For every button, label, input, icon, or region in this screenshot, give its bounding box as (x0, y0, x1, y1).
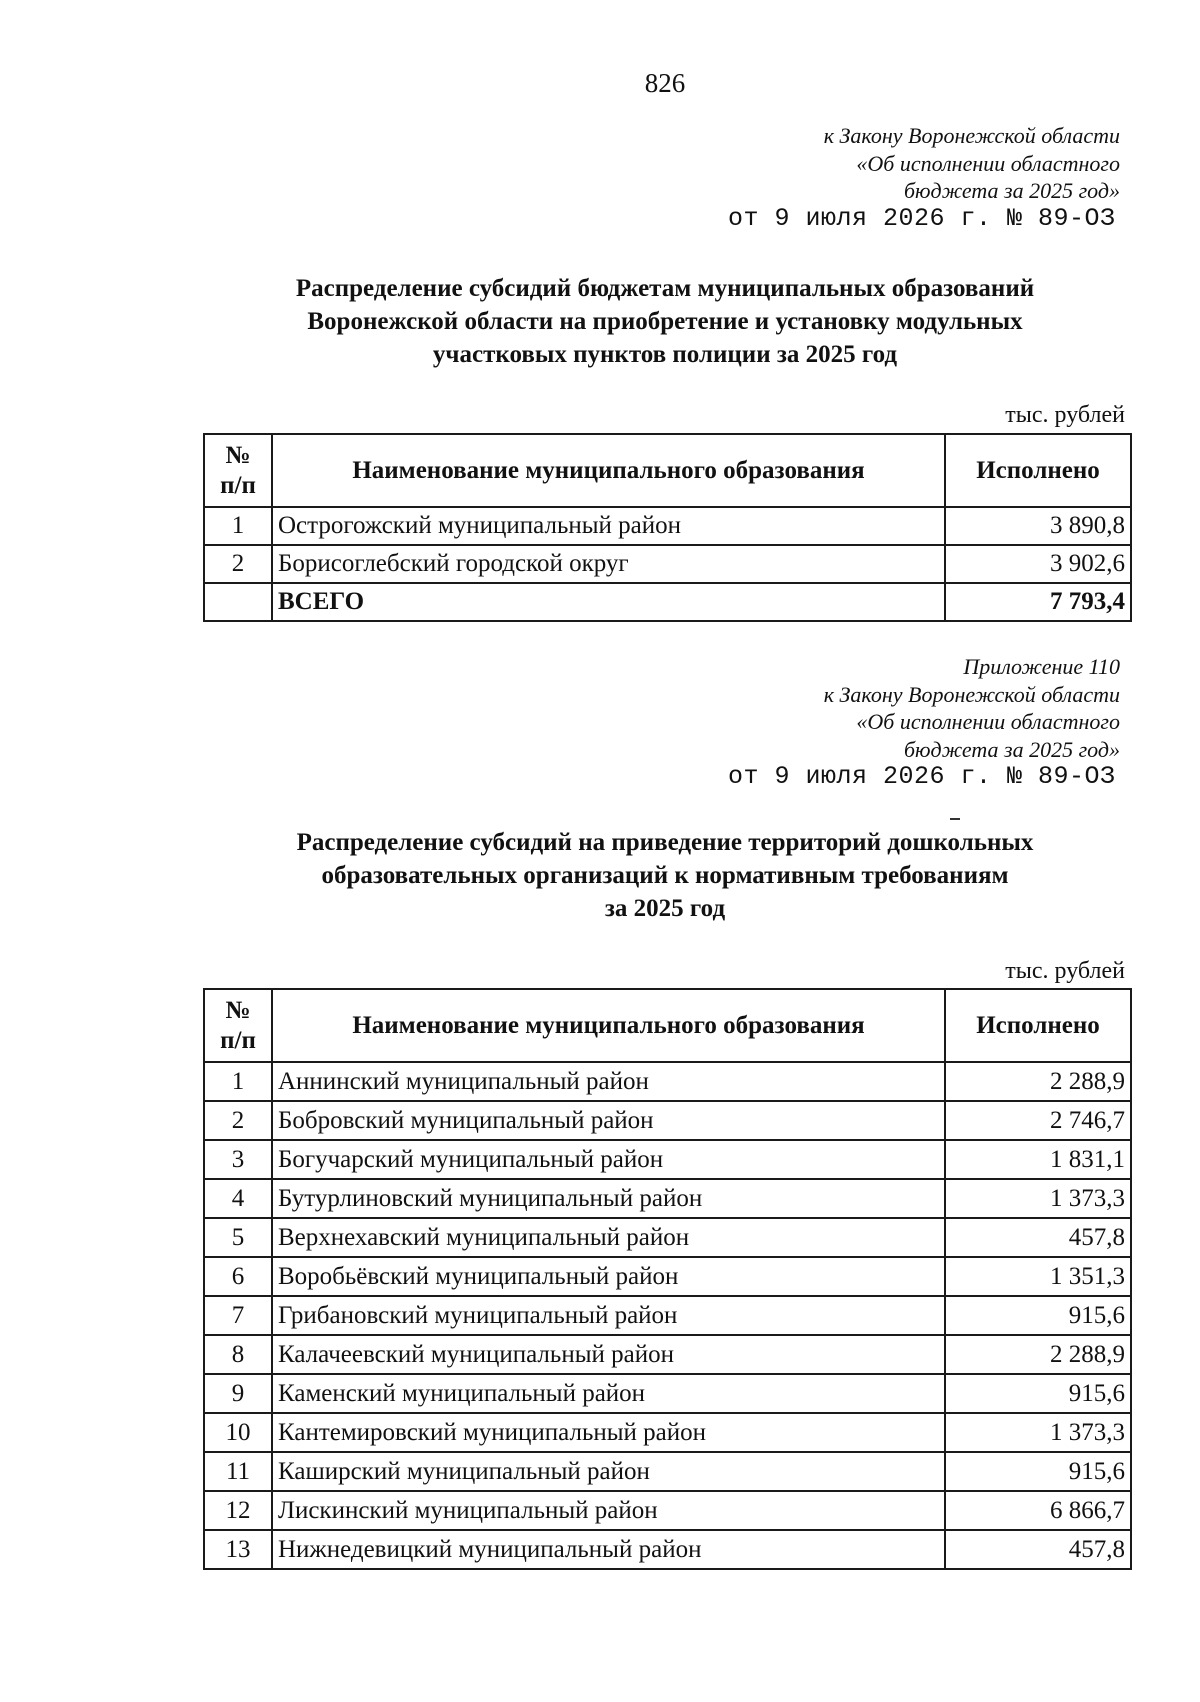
row-number: 7 (204, 1296, 272, 1335)
row-name: Бутурлиновский муниципальный район (272, 1179, 945, 1218)
appendix-label: Приложение 110 (963, 654, 1120, 679)
row-value: 1 351,3 (945, 1257, 1131, 1296)
table-row (204, 1140, 1131, 1179)
table-row (204, 1062, 1131, 1101)
title-line: за 2025 год (604, 895, 726, 922)
row-name: Богучарский муниципальный район (272, 1140, 945, 1179)
section-title-1 (200, 272, 1130, 371)
title-line: Распределение субсидий бюджетам муниципальных образований (295, 275, 1035, 302)
row-number: 9 (204, 1374, 272, 1413)
section-title-2 (200, 826, 1130, 925)
table-row (204, 1452, 1131, 1491)
row-number: 10 (204, 1413, 272, 1452)
title-line: Распределение субсидий на приведение территорий дошкольных (296, 829, 1034, 856)
registration-stamp-2: от 9 июля 2026 г. № 89-ОЗ (728, 762, 1116, 791)
row-number: 8 (204, 1335, 272, 1374)
row-name: Каширский муниципальный район (272, 1452, 945, 1491)
row-name: Бобровский муниципальный район (272, 1101, 945, 1140)
row-value: 6 866,7 (945, 1491, 1131, 1530)
title-line: участковых пунктов полиции за 2025 год (432, 341, 898, 368)
row-name: Воробьёвский муниципальный район (272, 1257, 945, 1296)
row-value: 915,6 (945, 1296, 1131, 1335)
table-row (204, 1530, 1131, 1569)
row-value: 1 373,3 (945, 1179, 1131, 1218)
row-value: 1 373,3 (945, 1413, 1131, 1452)
header-value: Исполнено (945, 989, 1131, 1062)
row-number: 3 (204, 1140, 272, 1179)
units-label-1: тыс. рублей (1005, 402, 1125, 428)
table-row (204, 1101, 1131, 1140)
row-value: 2 288,9 (945, 1335, 1131, 1374)
table-header-row (204, 434, 1131, 507)
table-row (204, 1374, 1131, 1413)
total-number (204, 583, 272, 621)
row-number: 1 (204, 507, 272, 545)
law-reference-line: «Об исполнении областного (856, 709, 1120, 734)
units-label-2: тыс. рублей (1005, 958, 1125, 984)
total-value: 7 793,4 (945, 583, 1131, 621)
table-header-row (204, 989, 1131, 1062)
row-name: Острогожский муниципальный район (272, 507, 945, 545)
law-reference-line: к Закону Воронежской области (823, 681, 1120, 707)
row-number: 13 (204, 1530, 272, 1569)
page-number: 826 (644, 68, 686, 98)
law-reference-line: к Закону Воронежской области (823, 123, 1120, 148)
row-number: 12 (204, 1491, 272, 1530)
table-row (204, 1335, 1131, 1374)
table-row (204, 1296, 1131, 1335)
row-name: Грибановский муниципальный район (272, 1296, 945, 1335)
law-reference-2 (824, 653, 1120, 763)
row-value: 3 890,8 (945, 507, 1131, 545)
total-row (204, 583, 1131, 621)
scan-mark (950, 818, 960, 820)
row-value: 457,8 (945, 1530, 1131, 1569)
row-name: Борисоглебский городской округ (272, 545, 945, 583)
law-reference-line: бюджета за 2025 год» (903, 736, 1120, 762)
title-line: образовательных организаций к нормативным требованиям (321, 862, 1009, 889)
row-number: 6 (204, 1257, 272, 1296)
table-row (204, 507, 1131, 545)
row-value: 915,6 (945, 1374, 1131, 1413)
header-number: № п/п (204, 989, 272, 1062)
row-name: Нижнедевицкий муниципальный район (272, 1530, 945, 1569)
row-name: Кантемировский муниципальный район (272, 1413, 945, 1452)
table-row (204, 1257, 1131, 1296)
table-row (204, 1179, 1131, 1218)
row-value: 457,8 (945, 1218, 1131, 1257)
row-value: 2 746,7 (945, 1101, 1131, 1140)
row-value: 3 902,6 (945, 545, 1131, 583)
header-name: Наименование муниципального образования (272, 434, 945, 507)
table-row (204, 1413, 1131, 1452)
total-label: ВСЕГО (272, 583, 945, 621)
law-reference-line: «Об исполнении областного (856, 150, 1120, 176)
subsidy-table-1 (203, 433, 1132, 622)
row-name: Аннинский муниципальный район (272, 1062, 945, 1101)
row-value: 2 288,9 (945, 1062, 1131, 1101)
table-row (204, 1218, 1131, 1257)
subsidy-table-2 (203, 988, 1132, 1570)
row-value: 1 831,1 (945, 1140, 1131, 1179)
row-name: Лискинский муниципальный район (272, 1491, 945, 1530)
row-number: 5 (204, 1218, 272, 1257)
law-reference-line: бюджета за 2025 год» (903, 178, 1120, 203)
row-number: 4 (204, 1179, 272, 1218)
header-name: Наименование муниципального образования (272, 989, 945, 1062)
law-reference-1 (824, 122, 1120, 205)
row-number: 2 (204, 545, 272, 583)
row-name: Калачеевский муниципальный район (272, 1335, 945, 1374)
row-number: 11 (204, 1452, 272, 1491)
header-number: № п/п (204, 434, 272, 507)
table-row (204, 545, 1131, 583)
row-number: 2 (204, 1101, 272, 1140)
registration-stamp-1: от 9 июля 2026 г. № 89-ОЗ (728, 204, 1116, 233)
row-name: Верхнехавский муниципальный район (272, 1218, 945, 1257)
row-name: Каменский муниципальный район (272, 1374, 945, 1413)
header-value: Исполнено (945, 434, 1131, 507)
row-number: 1 (204, 1062, 272, 1101)
title-line: Воронежской области на приобретение и установку модульных (307, 308, 1023, 335)
row-value: 915,6 (945, 1452, 1131, 1491)
table-row (204, 1491, 1131, 1530)
